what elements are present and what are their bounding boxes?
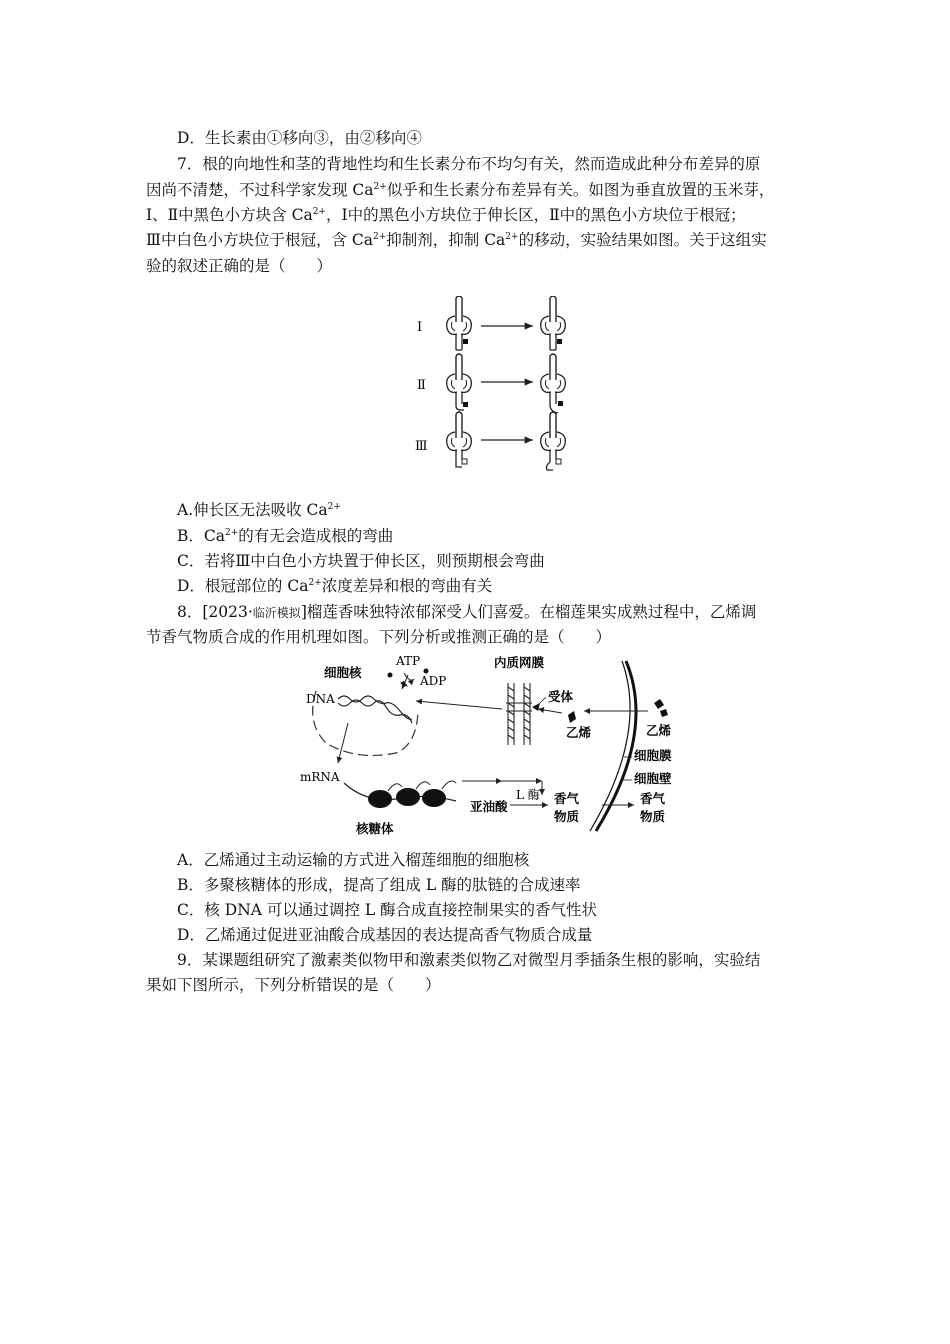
label-ribosome: 核糖体 — [356, 821, 394, 836]
label-dna: DNA — [306, 692, 335, 706]
fig-label-1: Ⅰ — [417, 320, 423, 335]
q8-stem-line2: 节香气物质合成的作用机理如图。下列分析或推测正确的是（ ） — [146, 628, 612, 646]
q7-figure — [405, 296, 605, 474]
q8-option-a: A．乙烯通过主动运输的方式进入榴莲细胞的细胞核 — [177, 851, 530, 869]
q8-option-b: B．多聚核糖体的形成，提高了组成 L 酶的肽链的合成速率 — [177, 876, 581, 894]
sprout-2-before — [447, 354, 472, 410]
label-ethylene-outside: 乙烯 — [646, 723, 672, 738]
label-receptor: 受体 — [548, 689, 574, 704]
sprout-1-before — [447, 296, 472, 350]
fig-label-2: Ⅱ — [417, 378, 426, 393]
q7-option-d: D．根冠部位的 $Ca^{2+}$浓度差异和根的弯曲有关 — [177, 577, 493, 595]
q7-stem-line4: Ⅲ中白色小方块位于根冠，含 $Ca^{2+}$抑制剂，抑制 $Ca^{2+}$的移动，实验结果如图。关于这组实 — [146, 231, 767, 249]
label-mrna: mRNA — [300, 770, 340, 784]
label-aroma-inside-2: 物质 — [554, 809, 580, 824]
label-aroma-inside-1: 香气 — [554, 791, 580, 806]
label-membrane: 细胞膜 — [634, 748, 672, 763]
label-nucleus: 细胞核 — [324, 665, 362, 680]
q8-option-c: C．核 DNA 可以通过调控 L 酶合成直接控制果实的香气性状 — [177, 901, 598, 919]
q7-option-a: A.伸长区无法吸收 $Ca^{2+}$ — [177, 501, 341, 519]
label-aroma-outside-2: 物质 — [640, 809, 666, 824]
q9-stem-line1: 9．某课题组研究了激素类似物甲和激素类似物乙对微型月季插条生根的影响，实验结 — [177, 951, 761, 969]
label-aroma-outside-1: 香气 — [640, 791, 666, 806]
label-adp: ADP — [420, 674, 447, 688]
q8-stem-line1: 8．[2023·临沂模拟]榴莲香味独特浓郁深受人们喜爱。在榴莲果实成熟过程中，乙烯调 — [177, 603, 757, 621]
label-ethylene-inside: 乙烯 — [566, 725, 592, 740]
label-er: 内质网膜 — [494, 655, 545, 670]
q9-stem-line2: 果如下图所示，下列分析错误的是（ ） — [146, 976, 441, 994]
sprout-3-after — [541, 412, 566, 470]
sprout-3-before — [447, 412, 472, 467]
q7-stem-line3: Ⅰ、Ⅱ中黑色小方块含 $Ca^{2+}$，Ⅰ中的黑色小方块位于伸长区，Ⅱ中的黑色小方块位于根冠； — [146, 206, 746, 224]
q7-stem-line1: 7．根的向地性和茎的背地性均和生长素分布不均匀有关，然而造成此种分布差异的原 — [177, 155, 761, 173]
sprout-1-after — [541, 296, 566, 350]
label-linoleic: 亚油酸 — [470, 799, 508, 814]
q8-figure — [296, 653, 696, 843]
label-wall: 细胞壁 — [634, 771, 672, 786]
q7-stem-line5: 验的叙述正确的是（ ） — [146, 257, 333, 275]
q7-option-b: B．$Ca^{2+}$的有无会造成根的弯曲 — [177, 527, 394, 545]
q7-option-c: C．若将Ⅲ中白色小方块置于伸长区，则预期根会弯曲 — [177, 552, 545, 570]
fig-label-3: Ⅲ — [415, 439, 428, 454]
q6-option-d: D．生长素由①移向③，由②移向④ — [177, 129, 422, 147]
q8-option-d: D．乙烯通过促进亚油酸合成基因的表达提高香气物质合成量 — [177, 926, 593, 944]
label-atp: ATP — [396, 654, 421, 668]
sprout-2-after — [541, 354, 566, 413]
label-enzyme: L 酶 — [516, 788, 540, 802]
q7-stem-line2: 因尚不清楚，不过科学家发现 $Ca^{2+}$似乎和生长素分布差异有关。如图为垂直放置的玉米芽， — [146, 181, 775, 199]
